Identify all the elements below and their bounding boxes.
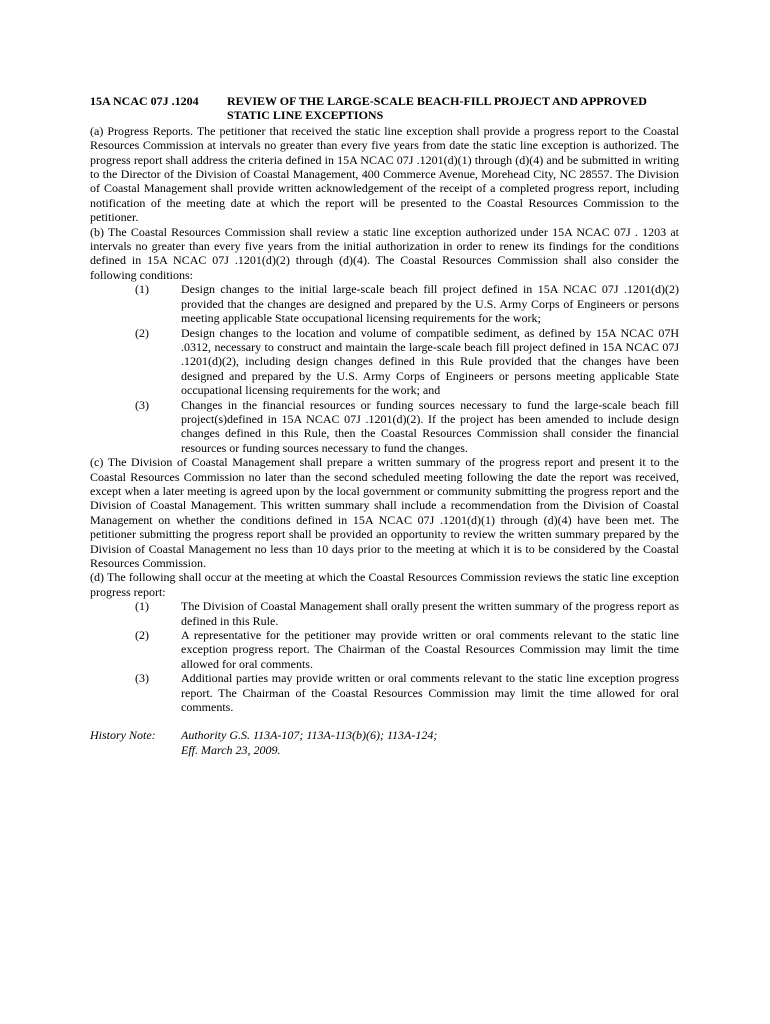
- list-b: [90, 282, 679, 455]
- list-item-text: Design changes to the location and volume of compatible sediment, as defined by 15A NCAC 07H .0312, necessary to construct and maintain the large-scale beach fill project defined in 15A NCAC 07J .1201(d)(2), including design changes defined in this Rule provided that the changes have been designed and prepared by the U.S. Army Corps of Engineers or persons meeting applicable State occupational licensing requirements for the work; and: [181, 325, 679, 398]
- rule-code: 15A NCAC 07J .1204: [90, 94, 199, 108]
- list-item: [90, 326, 679, 398]
- list-item-text: The Division of Coastal Management shall orally present the written summary of the progress report as defined in this Rule.: [181, 599, 679, 628]
- history-effective-date: Eff. March 23, 2009.: [181, 742, 281, 757]
- list-item-number: (1): [135, 599, 149, 614]
- list-item-number: (3): [135, 671, 149, 686]
- list-item-number: (2): [135, 325, 149, 340]
- list-item-number: (3): [135, 397, 149, 412]
- paragraph-c: (c) The Division of Coastal Management shall prepare a written summary of the progress report and present it to the Coastal Resources Commission no later than the second scheduled meeting following the date the report was received, except when a later meeting is agreed upon by the local government or community submitting the progress report and the Division of Coastal Management. This written summary shall include a recommendation from the Division of Coastal Management on whether the conditions defined in 15A NCAC 07J .1201(d)(1) through (d)(4) have been met. The petitioner submitting the progress report shall be provided an opportunity to review the written summary prepared by the Division of Coastal Management no less than 10 days prior to the meeting at which it is to be considered by the Coastal Resources Commission.: [90, 455, 679, 570]
- list-item-number: (1): [135, 282, 149, 297]
- list-item: [90, 671, 679, 714]
- list-item-text: Additional parties may provide written or oral comments relevant to the static line exception progress report. The Chairman of the Coastal Resources Commission may limit the time allowed for oral comments.: [181, 671, 679, 715]
- list-item: [90, 282, 679, 325]
- list-d: [90, 599, 679, 714]
- list-item-text: Design changes to the initial large-scale beach fill project defined in 15A NCAC 07J .1201(d)(2) provided that the changes are designed and prepared by the U.S. Army Corps of Engineers or persons meeting applicable State occupational licensing requirements for the work;: [181, 282, 679, 326]
- history-note: [90, 728, 679, 757]
- paragraph-b: (b) The Coastal Resources Commission shall review a static line exception authorized under 15A NCAC 07J . 1203 at intervals no greater than every five years from the initial authorization in order to renew its findings for the conditions defined in 15A NCAC 07J .1201(d)(2) through (d)(4). The Coastal Resources Commission shall also consider the following conditions:: [90, 224, 679, 282]
- paragraph-a: (a) Progress Reports. The petitioner that received the static line exception shall provide a progress report to the Coastal Resources Commission at intervals no greater than every five years from date the static line exception is authorized. The progress report shall address the criteria defined in 15A NCAC 07J .1201(d)(1) through (d)(4) and be submitted in writing to the Director of the Division of Coastal Management, 400 Commerce Avenue, Morehead City, NC 28557. The Division of Coastal Management shall provide written acknowledgement of the receipt of a completed progress report, including notification of the meeting date at which the report will be presented to the Coastal Resources Commission to the petitioner.: [90, 123, 679, 225]
- list-item: [90, 628, 679, 671]
- history-authority: Authority G.S. 113A-107; 113A-113(b)(6); 113A-124;: [181, 728, 438, 743]
- paragraph-d: (d) The following shall occur at the meeting at which the Coastal Resources Commission reviews the static line exception progress report:: [90, 570, 679, 599]
- list-item: [90, 599, 679, 628]
- document-page: [90, 94, 679, 757]
- history-note-body: [181, 728, 437, 757]
- rule-title: REVIEW OF THE LARGE-SCALE BEACH-FILL PROJECT AND APPROVED STATIC LINE EXCEPTIONS: [227, 94, 647, 123]
- list-item-text: A representative for the petitioner may provide written or oral comments relevant to the static line exception progress report. The Chairman of the Coastal Resources Commission may limit the time allowed for oral comments.: [181, 628, 679, 671]
- list-item: [90, 398, 679, 456]
- history-note-label: History Note:: [90, 728, 156, 743]
- list-item-text: Changes in the financial resources or funding sources necessary to fund the large-scale beach fill project(s)defined in 15A NCAC 07J .1201(d)(2). If the project has been amended to include design changes defined in this Rule, then the Coastal Resources Commission shall consider the financial resources or funding sources necessary to fund the changes.: [181, 397, 679, 455]
- rule-heading: [90, 94, 679, 123]
- list-item-number: (2): [135, 628, 149, 643]
